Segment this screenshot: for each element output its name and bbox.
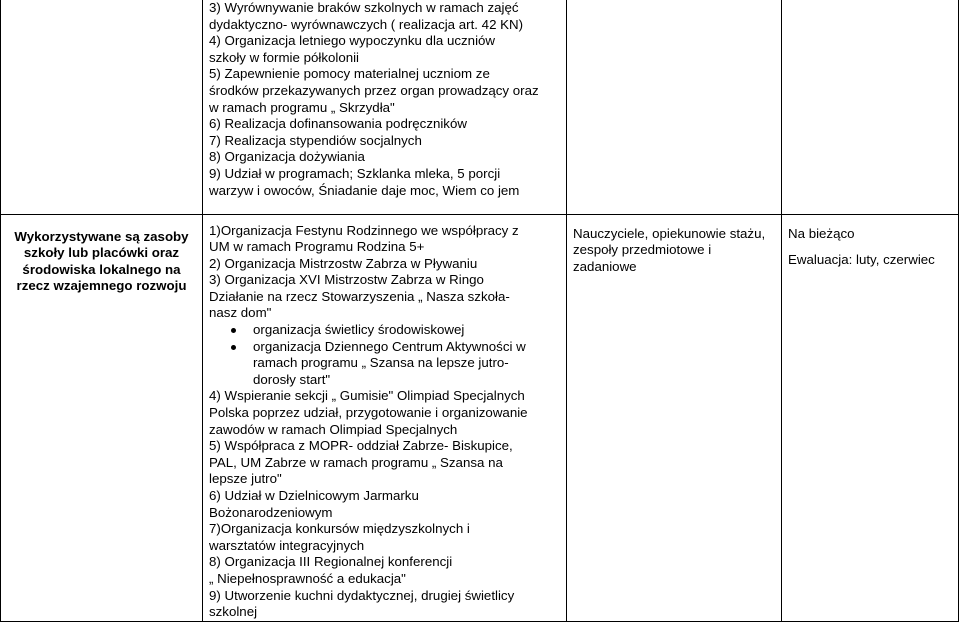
bullet-line: ramach programu „ Szansa na lepsze jutro-: [253, 355, 509, 371]
task-line: 4) Organizacja letniego wypoczynku dla uczniów: [209, 33, 496, 49]
bullet-line: organizacja świetlicy środowiskowej: [253, 322, 465, 338]
task-line: 7) Realizacja stypendiów socjalnych: [209, 132, 422, 148]
task-line: zawodów w ramach Olimpiad Specjalnych: [209, 421, 458, 437]
responsible-text: Nauczyciele, opiekunowie stażu, zespoły przedmiotowe i zadaniowe: [573, 225, 766, 274]
task-line: szkolnej: [209, 604, 258, 620]
table-row: [1, 214, 959, 621]
bullet-line: dorosły start": [253, 371, 331, 387]
evaluation-text: Ewaluacja: luty, czerwiec: [788, 252, 935, 268]
task-list-continued: [209, 388, 560, 620]
task-line: 5) Zapewnienie pomocy materialnej uczniom ze: [209, 66, 490, 82]
table-row: [1, 0, 959, 214]
top-tasks-cell: [203, 0, 567, 214]
task-line: 6) Udział w Dzielnicowym Jarmarku: [209, 488, 419, 503]
task-line: warsztatów integracyjnych: [209, 537, 365, 553]
task-line: 8) Organizacja dożywiania: [209, 149, 365, 165]
task-line: 8) Organizacja III Regionalnej konferencji: [209, 554, 453, 570]
task-line: 7)Organizacja konkursów międzyszkolnych i: [209, 521, 470, 537]
top-area-cell: [1, 0, 203, 214]
bullet-item: [209, 339, 560, 389]
term-text: Na bieżąco: [788, 225, 855, 241]
task-line: 2) Organizacja Mistrzostw Zabrza w Pływaniu: [209, 255, 478, 271]
task-line: UM w ramach Programu Rodzina 5+: [209, 239, 425, 255]
task-line: Bożonarodzeniowym: [209, 504, 333, 520]
area-title: Wykorzystywane są zasoby szkoły lub placówki oraz środowiska lokalnego na rzecz wzajemnego rozwoju: [14, 228, 189, 294]
task-list: [209, 223, 560, 323]
bullet-list: [209, 322, 560, 388]
task-line: 3) Wyrównywanie braków szkolnych w ramach zajęć: [209, 0, 519, 15]
task-line: Działanie na rzecz Stowarzyszenia „ Nasza szkoła-: [209, 288, 510, 304]
task-line: PAL, UM Zabrze w ramach programu „ Szansa na: [209, 454, 503, 470]
task-line: lepsze jutro": [209, 471, 282, 487]
top-term-cell: [782, 0, 959, 214]
task-line: 9) Udział w programach; Szklanka mleka, 5 porcji: [209, 165, 501, 181]
term-cell: [782, 214, 959, 621]
task-line: 4) Wspieranie sekcji „ Gumisie" Olimpiad Specjalnych: [209, 388, 525, 404]
top-responsible-cell: [567, 0, 782, 214]
task-line: „ Niepełnosprawność a edukacja": [209, 570, 406, 586]
task-line: środków przekazywanych przez organ prowadzący oraz: [209, 82, 539, 98]
task-line: nasz dom": [209, 305, 272, 321]
top-task-list: [209, 0, 560, 199]
responsible-cell: [567, 214, 782, 621]
task-line: dydaktyczno- wyrównawczych ( realizacja art. 42 KN): [209, 16, 524, 32]
bullet-icon: [231, 328, 236, 333]
bullet-icon: [231, 345, 236, 350]
task-line: 1)Organizacja Festynu Rodzinnego we współpracy z: [209, 222, 519, 238]
task-line: w ramach programu „ Skrzydła": [209, 99, 395, 115]
task-line: Polska poprzez udział, przygotowanie i organizowanie: [209, 405, 528, 421]
bullet-item: [209, 322, 560, 339]
tasks-cell: [203, 214, 567, 621]
task-line: 6) Realizacja dofinansowania podręczników: [209, 116, 467, 132]
task-line: szkoły w formie półkolonii: [209, 49, 360, 65]
bullet-line: organizacja Dziennego Centrum Aktywności w: [253, 338, 526, 354]
area-cell: [1, 214, 203, 621]
task-line: 3) Organizacja XVI Mistrzostw Zabrza w Ringo: [209, 272, 484, 288]
task-line: warzyw i owoców, Śniadanie daje moc, Wiem co jem: [209, 182, 520, 198]
task-line: 5) Współpraca z MOPR- oddział Zabrze- Biskupice,: [209, 438, 513, 454]
task-line: 9) Utworzenie kuchni dydaktycznej, drugiej świetlicy: [209, 587, 515, 603]
